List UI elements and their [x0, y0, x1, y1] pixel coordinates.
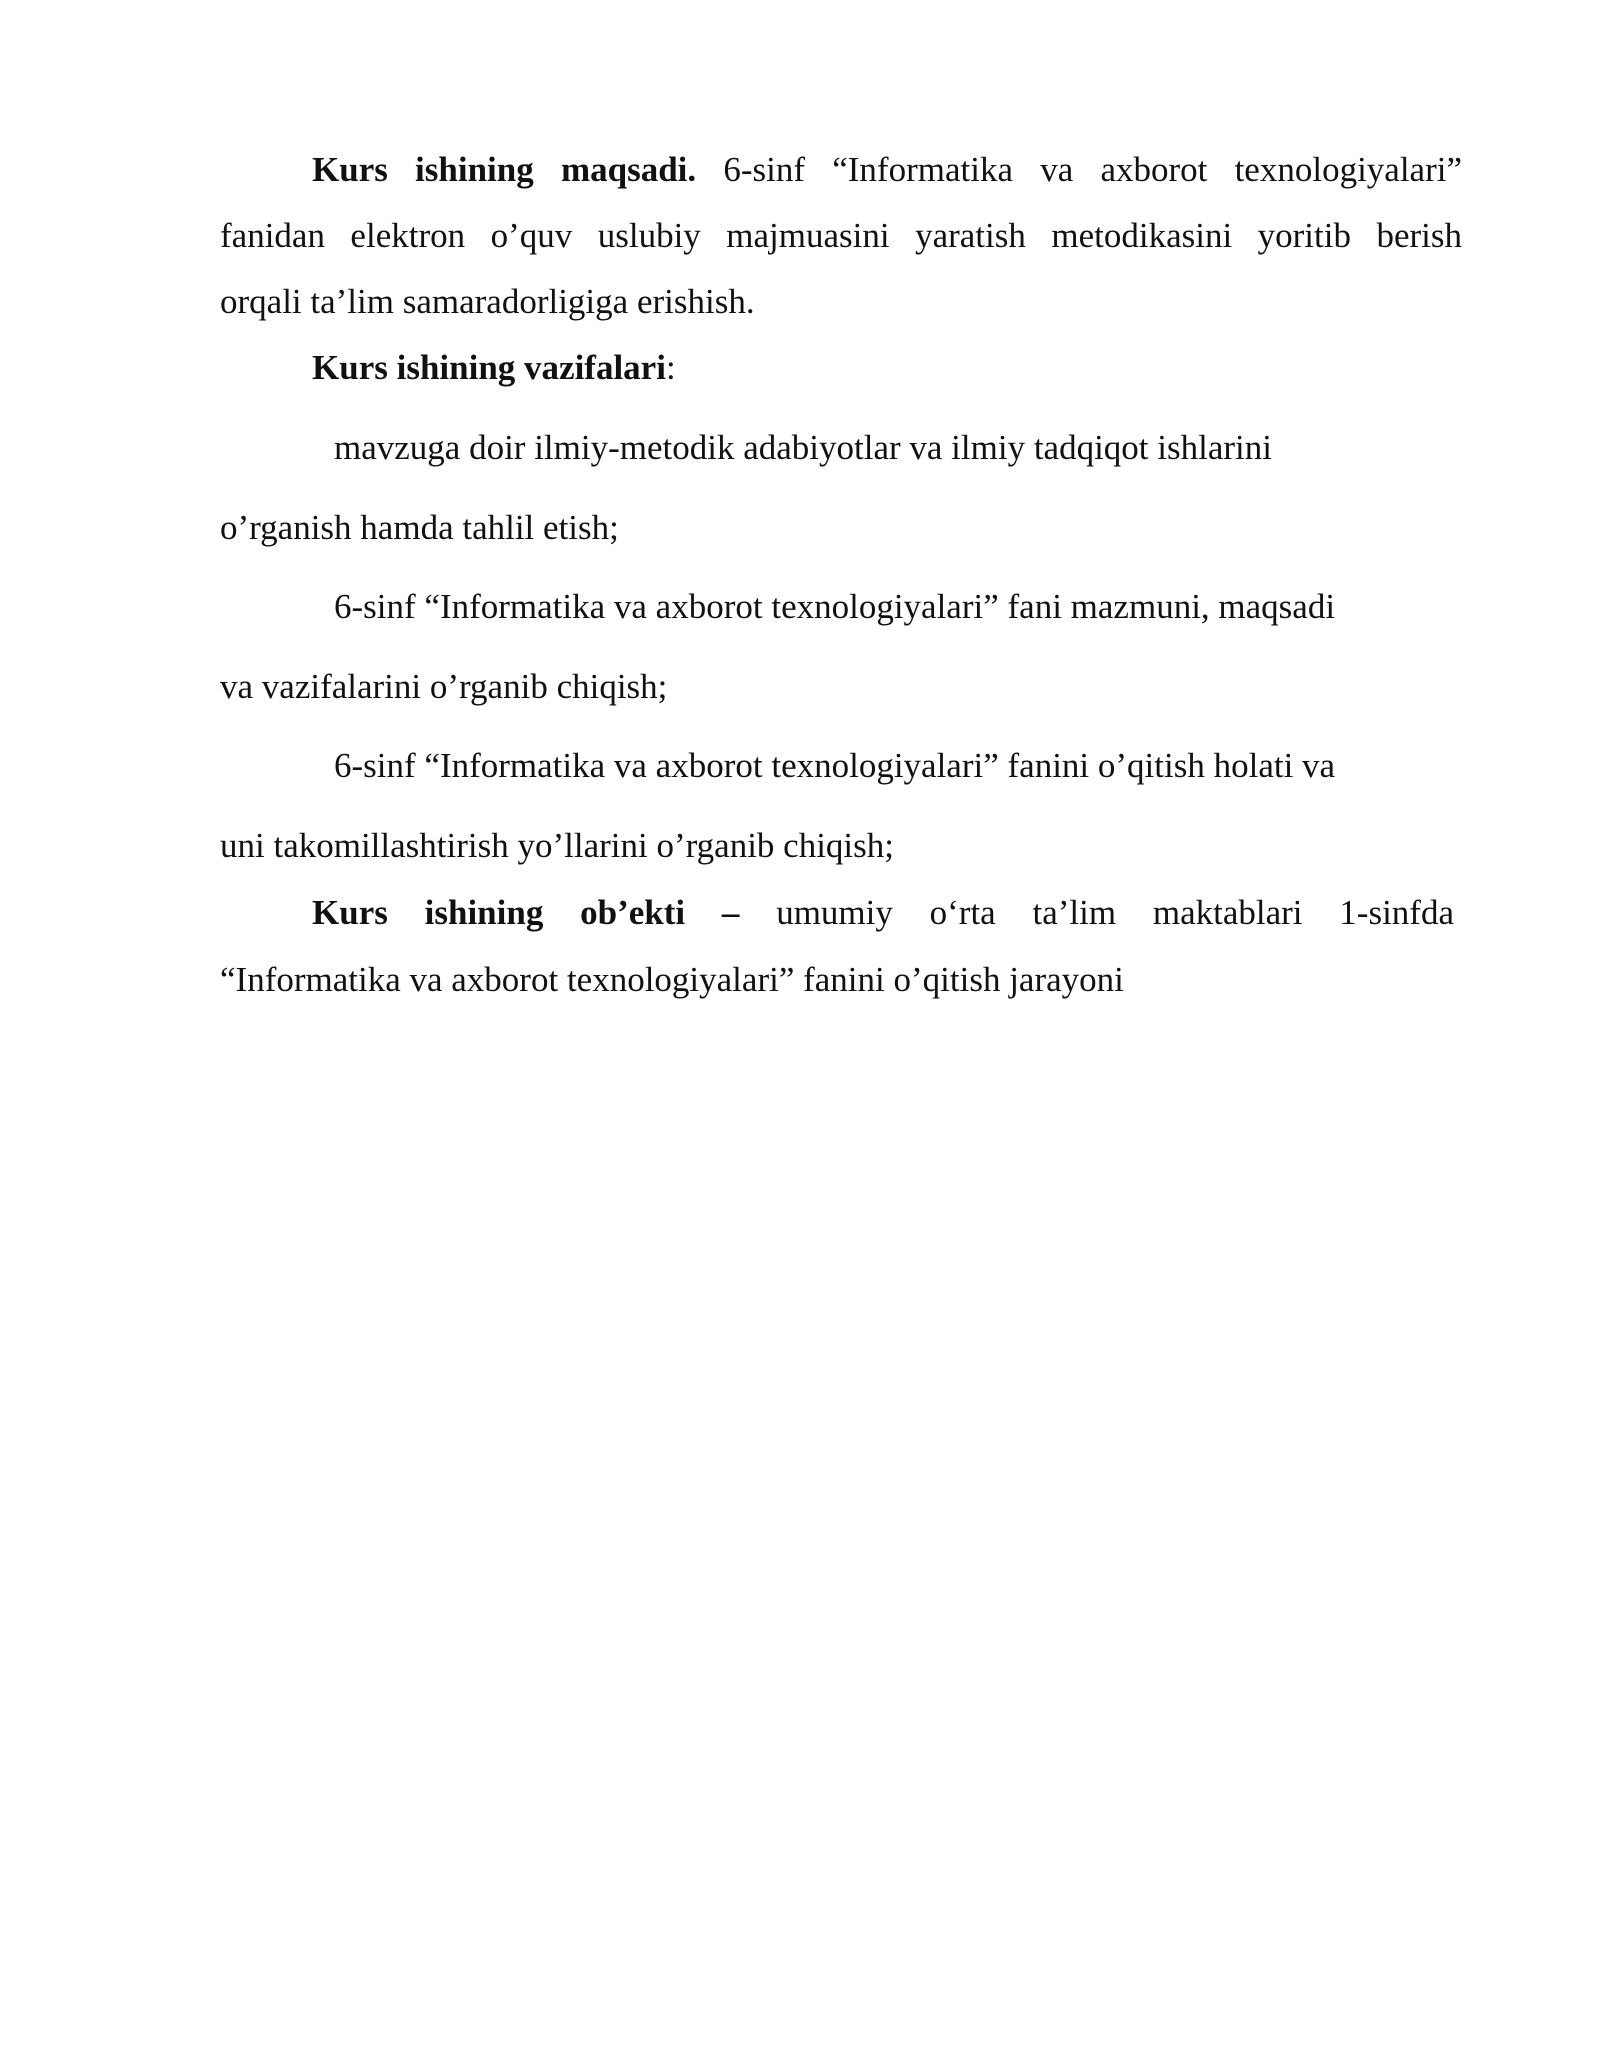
obekt-heading: Kurs ishining ob’ekti – — [312, 893, 740, 932]
vazifa-3-line-1: 6-sinf “Informatika va axborot texnologiyalari” fanini o’qitish holati va — [334, 746, 1336, 785]
maqsad-line-1-text: 6-sinf “Informatika va axborot texnologiyalari” — [723, 150, 1463, 189]
vazifa-2-line-2: va vazifalarini o’rganib chiqish; — [220, 667, 668, 706]
vazifa-3-line-2: uni takomillashtirish yo’llarini o’rganib chiqish; — [220, 826, 894, 865]
maqsad-line-2: fanidan elektron o’quv uslubiy majmuasini yaratish metodikasini yoritib berish — [220, 216, 1462, 255]
vazifalar-heading: Kurs ishining vazifalari — [312, 348, 666, 387]
obekt-line-1-text: umumiy o‘rta ta’lim maktablari 1-sinfda — [776, 893, 1454, 932]
maqsad-line-1 — [312, 148, 1462, 192]
obekt-line-1 — [312, 891, 1454, 935]
vazifalar-heading-line — [312, 346, 676, 390]
vazifa-2-line-1: 6-sinf “Informatika va axborot texnologiyalari” fani mazmuni, maqsadi — [334, 587, 1336, 626]
obekt-line-2: “Informatika va axborot texnologiyalari” fanini o’qitish jarayoni — [220, 960, 1124, 999]
vazifa-1-line-2: o’rganish hamda tahlil etish; — [220, 508, 619, 547]
vazifa-1-line-1: mavzuga doir ilmiy-metodik adabiyotlar va ilmiy tadqiqot ishlarini — [334, 428, 1272, 467]
maqsad-heading: Kurs ishining maqsadi. — [312, 150, 697, 189]
maqsad-line-3: orqali ta’lim samaradorligiga erishish. — [220, 282, 755, 321]
vazifalar-colon: : — [665, 348, 676, 387]
